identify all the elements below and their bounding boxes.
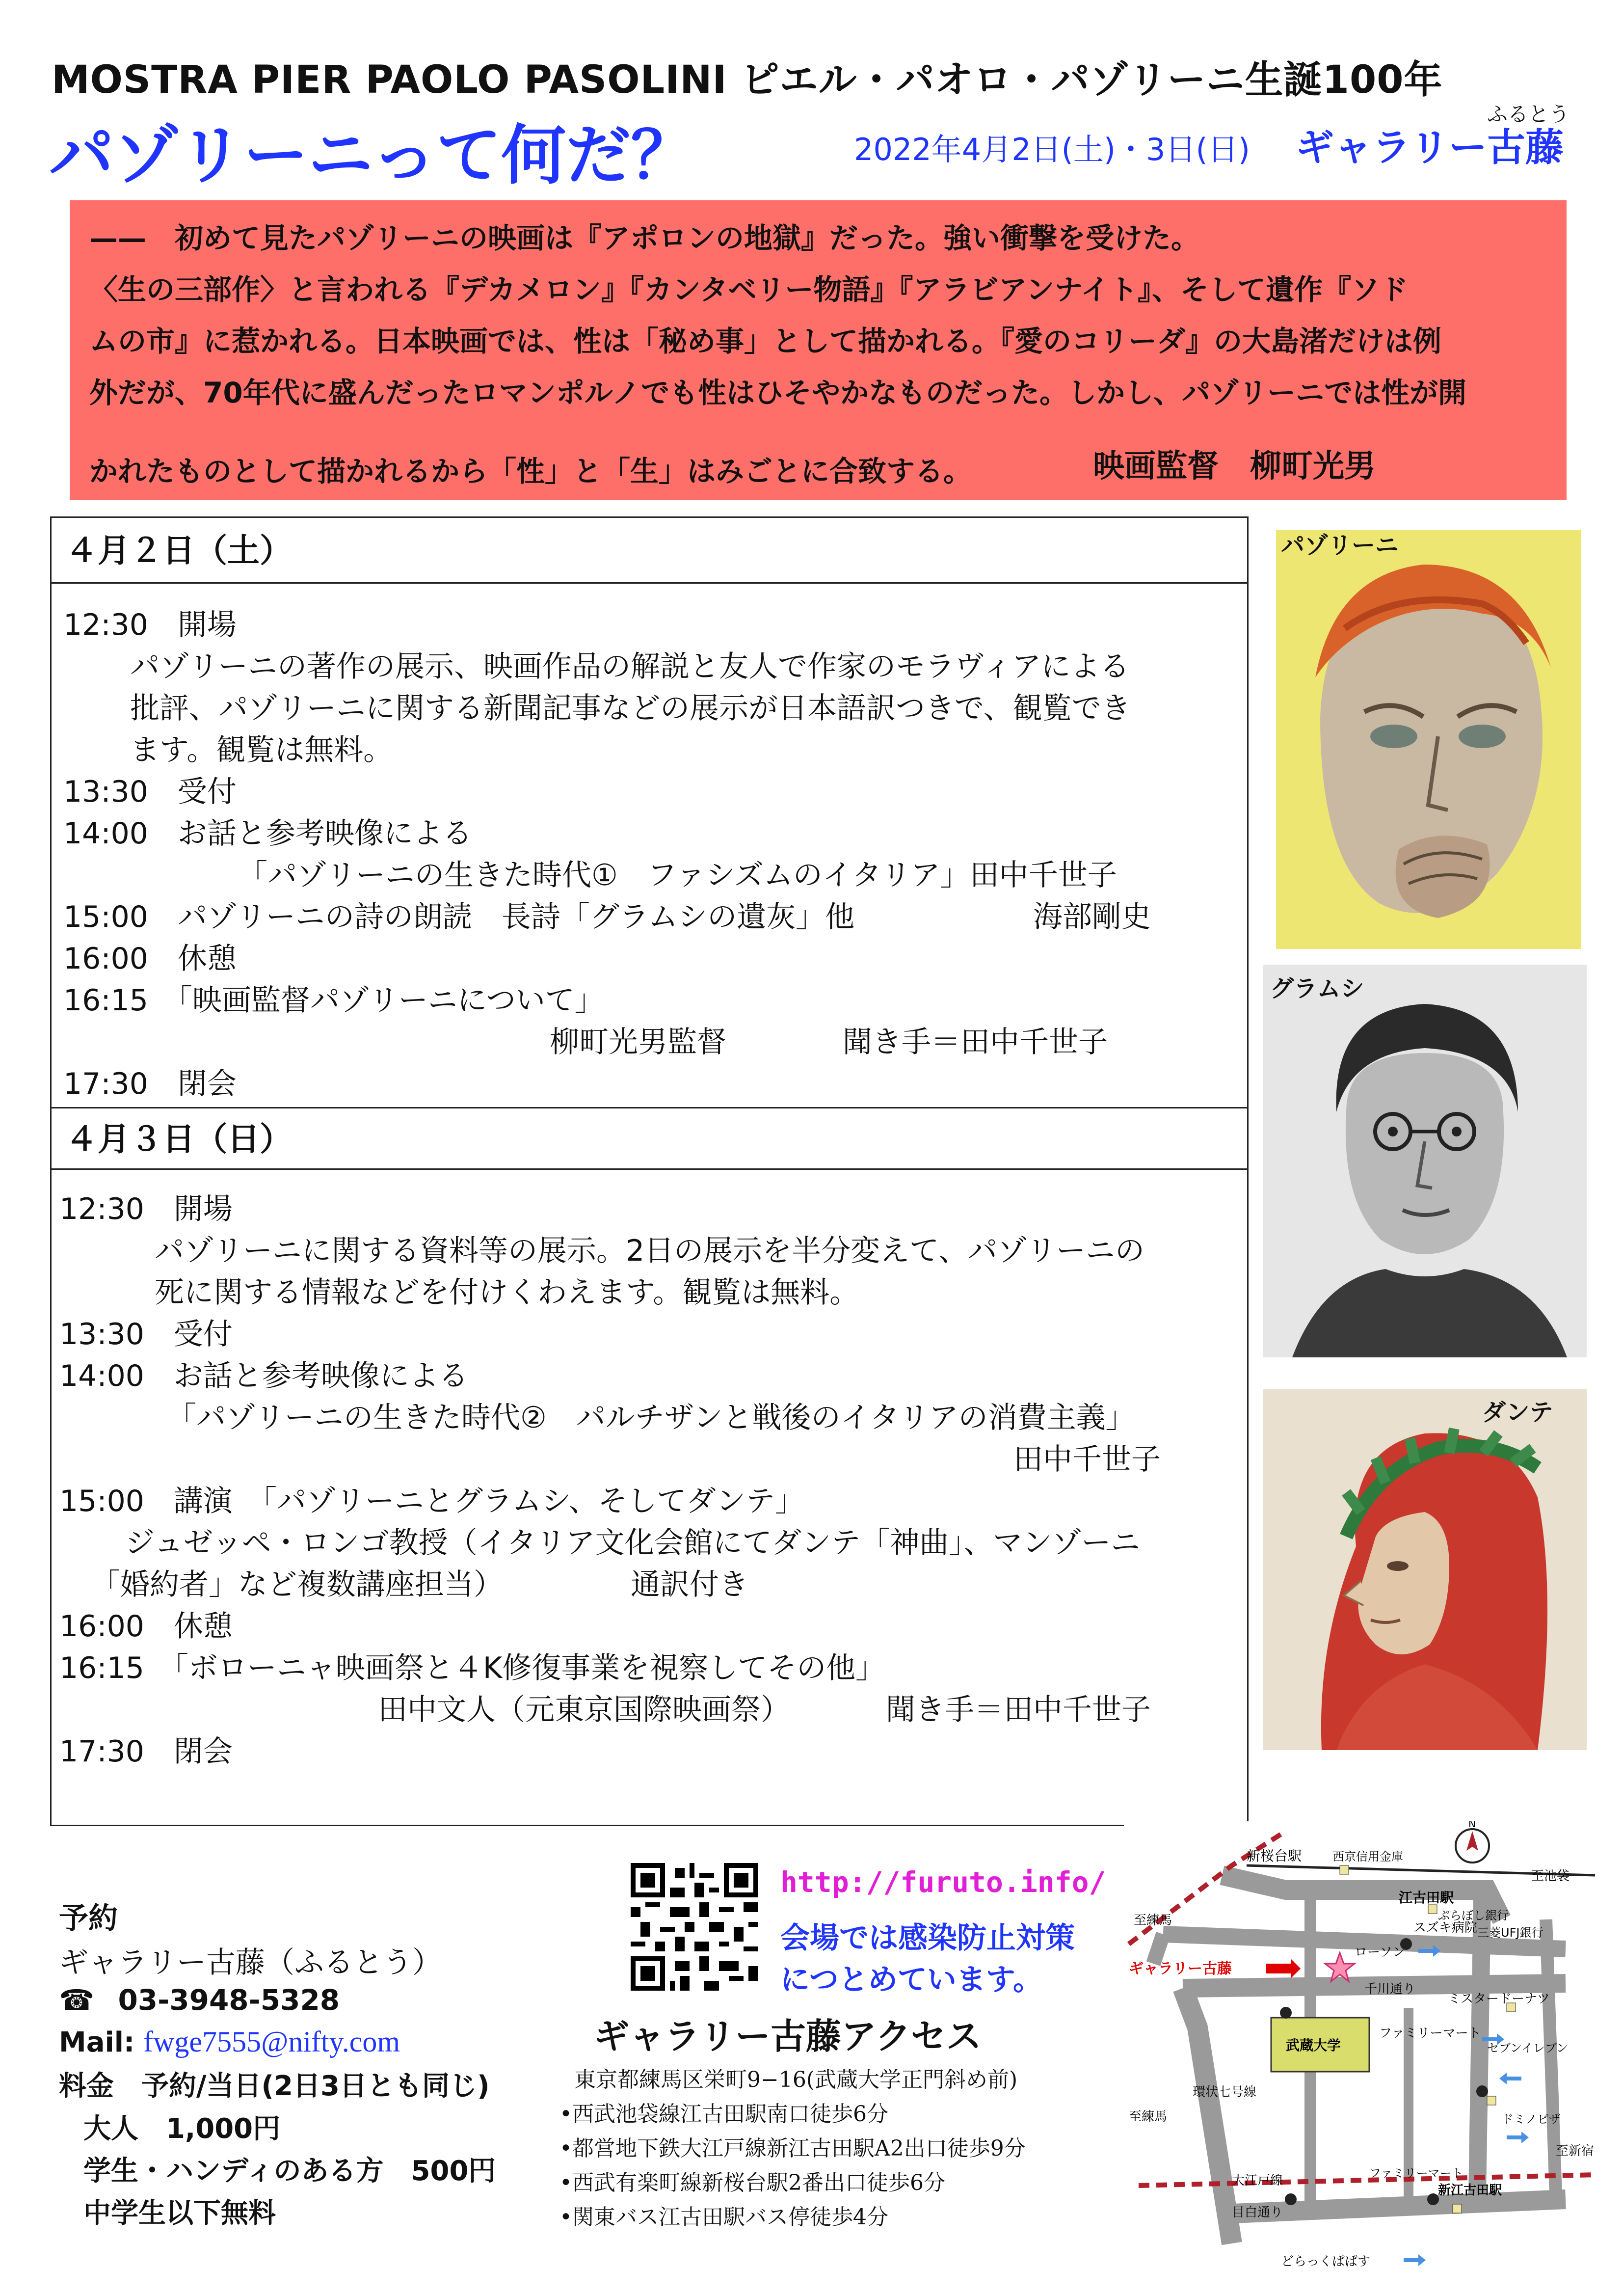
access-map[interactable] — [1124, 1821, 1605, 2288]
schedule-line: 16:15 「映画監督パゾリーニについて」 — [63, 983, 604, 1018]
map-label: 新江古田駅 — [1438, 2183, 1502, 2198]
fee-title: 料金 予約/当日(2日3日とも同じ) — [59, 2070, 490, 2102]
phone-icon: ☎ — [59, 1983, 95, 2017]
dante-label: ダンテ — [1482, 1399, 1553, 1426]
pasolini-portrait — [1276, 530, 1581, 949]
notice-line1: 会場では感染防止対策 — [780, 1921, 1075, 1955]
bus-stop-icon — [1280, 2007, 1292, 2019]
phone-number[interactable]: 03-3948-5328 — [118, 1983, 340, 2017]
map-label: 江古田駅 — [1399, 1890, 1454, 1906]
schedule-line: 14:00 お話と参考映像による — [63, 816, 472, 851]
map-label: 千川通り — [1364, 1982, 1416, 1997]
access-address: 東京都練馬区栄町9−16(武蔵大学正門斜め前) — [574, 2067, 1018, 2092]
map-label: 至練馬 — [1129, 2109, 1168, 2124]
map-label: 目白通り — [1232, 2205, 1283, 2220]
schedule-line: 「パゾリーニの生きた時代① ファシズムのイタリア」田中千世子 — [238, 858, 1117, 892]
access-route: •西武池袋線江古田駅南口徒歩6分 — [559, 2102, 888, 2127]
map-label: セブンイレブン — [1487, 2041, 1568, 2055]
schedule-line: 15:00 講演 「パゾリーニとグラムシ、そしてダンテ」 — [59, 1484, 805, 1518]
map-label: 至新宿 — [1556, 2144, 1595, 2159]
map-label: ファミリーマート — [1369, 2166, 1463, 2180]
main-title: パゾリーニって何だ？ — [49, 118, 696, 193]
reservation-gallery: ギャラリー古藤（ふるとう） — [59, 1945, 442, 1980]
intro-box — [70, 200, 1567, 500]
schedule-box — [50, 516, 1249, 1826]
schedule-line: 15:00 パゾリーニの詩の朗読 長詩「グラムシの遺灰」他 — [63, 900, 855, 934]
day1-heading: ４月２日（土） — [52, 518, 1247, 584]
map-label: N — [1468, 1821, 1476, 1830]
map-label: ファミリーマート — [1379, 2026, 1481, 2041]
access-route: •都営地下鉄大江戸線新江古田駅A2出口徒歩9分 — [559, 2136, 1026, 2161]
schedule-line: 死に関する情報などを付けくわえます。観覧は無料。 — [155, 1275, 859, 1310]
access-route: •関東バス江古田駅バス停徒歩4分 — [559, 2205, 888, 2230]
schedule-line: 13:30 受付 — [59, 1317, 233, 1351]
schedule-line: 17:30 閉会 — [63, 1067, 237, 1101]
schedule-line: 批評、パゾリーニに関する新聞記事などの展示が日本語訳つきで、観覧でき — [130, 691, 1131, 726]
map-label: 武蔵大学 — [1286, 2037, 1341, 2053]
map-label: ローソン — [1355, 1945, 1405, 1960]
station-pin-icon — [1476, 2085, 1488, 2097]
map-label: 至池袋 — [1531, 1869, 1570, 1884]
notice-line2: につとめています。 — [780, 1963, 1042, 1997]
fee-child: 中学生以下無料 — [83, 2197, 276, 2229]
event-date: 2022年4月2日(土)・3日(日) — [854, 132, 1250, 167]
intro-line: ムの市』に惹かれる。日本映画では、性は「秘め事」として描かれる。『愛のコリーダ』の大島渚だけは例 — [89, 324, 1442, 358]
schedule-line: 13:30 受付 — [63, 775, 237, 809]
schedule-line: パゾリーニの著作の展示、映画作品の解説と友人で作家のモラヴィアによる — [130, 649, 1130, 684]
schedule-line: 16:00 休憩 — [59, 1609, 233, 1644]
map-label: 至練馬 — [1134, 1913, 1172, 1928]
map-label: どらっくぱぱす — [1281, 2254, 1371, 2269]
map-road — [1477, 1900, 1482, 2194]
schedule-line: 聞き手＝田中千世子 — [886, 1693, 1151, 1727]
intro-line: 〈生の三部作〉と言われる『デカメロン』『カンタベリー物語』『アラビアンナイト』、そして遺作『ソド — [89, 273, 1409, 306]
schedule-line: ジュゼッペ・ロンゴ教授（イタリア文化会館にてダンテ「神曲」、マンゾーニ — [125, 1526, 1141, 1560]
fee-student: 学生・ハンディのある方 500円 — [83, 2155, 496, 2187]
schedule-line: 通訳付き — [631, 1567, 748, 1602]
station-pin-icon — [1285, 2193, 1297, 2205]
schedule-line: 14:00 お話と参考映像による — [59, 1359, 468, 1393]
schedule-line: 「婚約者」など複数講座担当） — [91, 1567, 503, 1602]
schedule-line: 「パゾリーニの生きた時代② パルチザンと戦後のイタリアの消費主義」 — [167, 1401, 1135, 1435]
map-label: スズキ病院 — [1413, 1920, 1478, 1935]
map-label: ミスタードーナツ — [1448, 1992, 1550, 2006]
access-title: ギャラリー古藤アクセス — [594, 2016, 982, 2057]
reservation-title: 予約 — [59, 1901, 118, 1936]
gramsci-label: グラムシ — [1270, 975, 1364, 1002]
pasolini-label: パゾリーニ — [1281, 532, 1399, 559]
dante-portrait — [1263, 1389, 1587, 1750]
mail-label: Mail: — [59, 2026, 135, 2058]
map-label: 新桜台駅 — [1247, 1848, 1302, 1864]
fee-adult: 大人 1,000円 — [83, 2113, 281, 2145]
schedule-line: 海部剛史 — [1033, 900, 1151, 934]
gallery-ruby: ふるとう — [1487, 102, 1570, 126]
access-route: •西武有楽町線新桜台駅2番出口徒歩6分 — [559, 2170, 945, 2195]
phone-row — [59, 1983, 340, 2017]
map-label: 三菱UFJ銀行 — [1477, 1926, 1543, 1940]
mail-row — [59, 2025, 400, 2059]
map-label: ドミノピザ — [1502, 2112, 1561, 2126]
schedule-line: 12:30 開場 — [63, 608, 237, 642]
intro-signature: 映画監督 柳町光男 — [1093, 448, 1376, 485]
map-label: 大江戸線 — [1232, 2173, 1283, 2188]
schedule-line: 12:30 開場 — [59, 1192, 233, 1226]
website-link[interactable]: http://furuto.info/ — [780, 1865, 1106, 1899]
intro-line: かれたものとして描かれるから「性」と「生」はみごとに合致する。 — [89, 455, 972, 488]
intro-line: —— 初めて見たパゾリーニの映画は『アポロンの地獄』だった。強い衝撃を受けた。 — [89, 221, 1200, 255]
station-pin-icon — [1427, 2193, 1439, 2205]
top-title: MOSTRA PIER PAOLO PASOLINI ピエル・パオロ・パゾリーニ生誕100年 — [52, 58, 1443, 102]
gallery-name: ギャラリー古藤 — [1296, 126, 1564, 170]
intro-line: 外だが、70年代に盛んだったロマンポルノでも性はひそやかなものだった。しかし、パゾリーニでは性が開 — [89, 376, 1467, 409]
map-label: 西京信用金庫 — [1332, 1850, 1403, 1864]
day2-heading: ４月３日（日） — [52, 1108, 1247, 1170]
map-label: ぷらぼし銀行 — [1438, 1909, 1509, 1922]
map-road — [1153, 1934, 1163, 1964]
schedule-line: 田中千世子 — [1013, 1442, 1161, 1477]
mail-link[interactable]: fwge7555@nifty.com — [143, 2026, 400, 2058]
gramsci-portrait — [1263, 965, 1587, 1357]
schedule-line: ます。観覧は無料。 — [130, 733, 393, 767]
schedule-line: 16:15 「ボローニャ映画祭と４K修復事業を視察してその他」 — [59, 1651, 885, 1685]
schedule-line: 田中文人（元東京国際映画祭） — [378, 1693, 790, 1727]
schedule-line: 16:00 休憩 — [63, 942, 237, 976]
schedule-line: 聞き手＝田中千世子 — [843, 1025, 1108, 1059]
map-label-gallery: ギャラリー古藤 — [1129, 1960, 1232, 1977]
schedule-line: 17:30 閉会 — [59, 1734, 233, 1769]
schedule-line: パゾリーニに関する資料等の展示。2日の展示を半分変えて、パゾリーニの — [155, 1234, 1144, 1268]
map-label: 環状七号線 — [1193, 2085, 1257, 2100]
qr-code[interactable] — [631, 1863, 758, 1991]
schedule-line: 柳町光男監督 — [550, 1025, 726, 1059]
